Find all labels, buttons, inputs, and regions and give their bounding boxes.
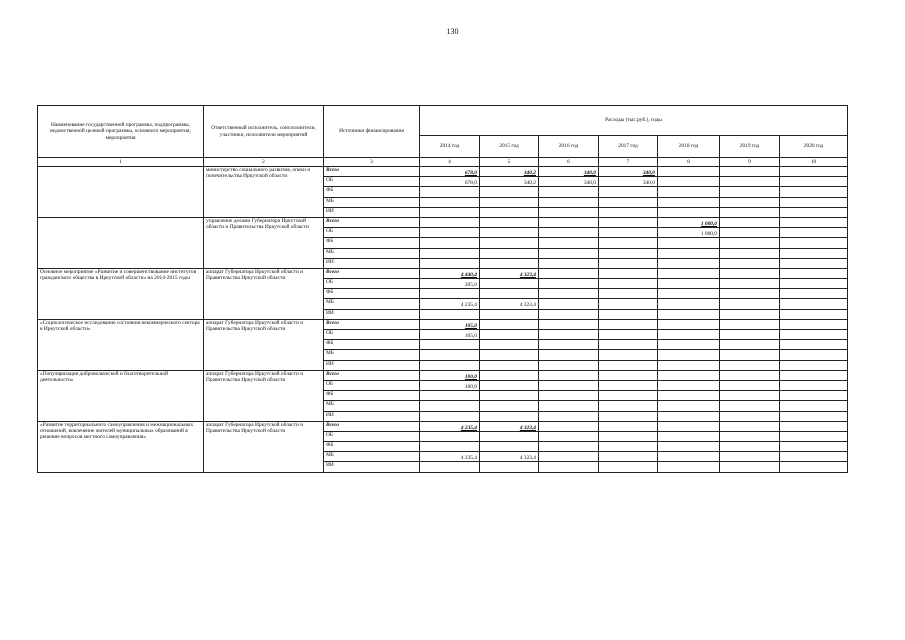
amount-cell bbox=[720, 411, 780, 421]
amount-cell bbox=[599, 309, 658, 319]
amount-cell: 4 440,4 bbox=[420, 268, 480, 278]
amount-cell bbox=[599, 401, 658, 411]
amount-cell bbox=[599, 268, 658, 278]
header-column-number: 3 bbox=[324, 158, 420, 167]
header-year: 2020 год bbox=[780, 136, 848, 158]
amount-cell bbox=[780, 217, 848, 227]
amount-cell bbox=[599, 299, 658, 309]
amount-cell bbox=[658, 319, 720, 329]
amount-cell: 340,0 bbox=[539, 167, 599, 177]
amount-cell bbox=[480, 340, 539, 350]
table-row bbox=[38, 217, 848, 227]
executor-cell: аппарат Губернатора Иркутской области и Правительства Иркутской области bbox=[204, 421, 324, 472]
amount-cell bbox=[658, 462, 720, 472]
amount-cell bbox=[420, 411, 480, 421]
amount-cell bbox=[480, 431, 539, 441]
funding-source-cell: МБ bbox=[324, 248, 420, 258]
amount-cell bbox=[539, 187, 599, 197]
amount-cell bbox=[720, 279, 780, 289]
amount-cell bbox=[780, 268, 848, 278]
amount-cell bbox=[780, 258, 848, 268]
program-name-cell bbox=[38, 217, 204, 268]
amount-cell: 4 323,4 bbox=[480, 421, 539, 431]
header-column-number: 1 bbox=[38, 158, 204, 167]
amount-cell bbox=[780, 279, 848, 289]
amount-cell bbox=[420, 401, 480, 411]
program-name-cell: «Социологическое исследование состояния некоммерческого сектора в Иркутской области» bbox=[38, 319, 204, 370]
budget-table bbox=[37, 105, 848, 473]
amount-cell bbox=[480, 228, 539, 238]
amount-cell bbox=[599, 248, 658, 258]
amount-cell bbox=[720, 177, 780, 187]
amount-cell: 4 323,4 bbox=[480, 268, 539, 278]
header-column-number: 5 bbox=[480, 158, 539, 167]
funding-source-cell: МБ bbox=[324, 299, 420, 309]
amount-cell bbox=[658, 309, 720, 319]
amount-cell bbox=[539, 421, 599, 431]
amount-cell bbox=[720, 187, 780, 197]
amount-cell bbox=[658, 442, 720, 452]
amount-cell bbox=[780, 248, 848, 258]
table-row bbox=[38, 421, 848, 431]
amount-cell bbox=[780, 421, 848, 431]
amount-cell bbox=[539, 330, 599, 340]
amount-cell bbox=[780, 299, 848, 309]
header-funding-source: Источники финансирования bbox=[324, 106, 420, 158]
amount-cell bbox=[539, 442, 599, 452]
amount-cell: 1 000,0 bbox=[658, 228, 720, 238]
funding-source-cell: ОБ bbox=[324, 380, 420, 390]
amount-cell bbox=[780, 319, 848, 329]
amount-cell bbox=[658, 187, 720, 197]
amount-cell bbox=[780, 238, 848, 248]
amount-cell bbox=[780, 177, 848, 187]
funding-source-cell: МБ bbox=[324, 401, 420, 411]
amount-cell bbox=[658, 391, 720, 401]
executor-cell: аппарат Губернатора Иркутской области и Правительства Иркутской области bbox=[204, 268, 324, 319]
amount-cell bbox=[539, 380, 599, 390]
amount-cell bbox=[480, 238, 539, 248]
amount-cell bbox=[539, 340, 599, 350]
funding-source-cell: ФБ bbox=[324, 442, 420, 452]
amount-cell bbox=[599, 350, 658, 360]
funding-source-cell: Всего bbox=[324, 319, 420, 329]
amount-cell bbox=[720, 309, 780, 319]
amount-cell: 205,0 bbox=[420, 279, 480, 289]
amount-cell bbox=[480, 330, 539, 340]
amount-cell: 340,2 bbox=[480, 167, 539, 177]
amount-cell bbox=[658, 401, 720, 411]
amount-cell bbox=[599, 289, 658, 299]
amount-cell bbox=[480, 401, 539, 411]
funding-source-cell: Всего bbox=[324, 421, 420, 431]
amount-cell bbox=[720, 442, 780, 452]
amount-cell bbox=[420, 248, 480, 258]
amount-cell bbox=[720, 360, 780, 370]
amount-cell bbox=[780, 360, 848, 370]
amount-cell bbox=[599, 197, 658, 207]
funding-source-cell: Всего bbox=[324, 167, 420, 177]
amount-cell bbox=[480, 360, 539, 370]
amount-cell bbox=[420, 340, 480, 350]
header-year: 2017 год bbox=[599, 136, 658, 158]
amount-cell bbox=[420, 391, 480, 401]
amount-cell: 4 235,4 bbox=[420, 299, 480, 309]
funding-source-cell: ИИ bbox=[324, 258, 420, 268]
amount-cell bbox=[599, 442, 658, 452]
amount-cell bbox=[720, 207, 780, 217]
amount-cell bbox=[539, 197, 599, 207]
amount-cell bbox=[420, 431, 480, 441]
amount-cell bbox=[420, 197, 480, 207]
amount-cell bbox=[599, 217, 658, 227]
amount-cell bbox=[780, 370, 848, 380]
table-row bbox=[38, 268, 848, 278]
amount-cell bbox=[780, 309, 848, 319]
amount-cell bbox=[720, 431, 780, 441]
amount-cell bbox=[720, 462, 780, 472]
amount-cell bbox=[720, 330, 780, 340]
amount-cell bbox=[480, 207, 539, 217]
funding-source-cell: МБ bbox=[324, 197, 420, 207]
amount-cell bbox=[480, 197, 539, 207]
amount-cell bbox=[480, 319, 539, 329]
amount-cell bbox=[420, 309, 480, 319]
program-name-cell bbox=[38, 167, 204, 218]
amount-cell bbox=[720, 238, 780, 248]
amount-cell bbox=[539, 228, 599, 238]
amount-cell bbox=[658, 177, 720, 187]
funding-source-cell: ОБ bbox=[324, 431, 420, 441]
amount-cell bbox=[780, 350, 848, 360]
amount-cell bbox=[658, 197, 720, 207]
amount-cell bbox=[599, 279, 658, 289]
header-column-number: 6 bbox=[539, 158, 599, 167]
amount-cell bbox=[420, 289, 480, 299]
amount-cell bbox=[658, 167, 720, 177]
amount-cell bbox=[780, 431, 848, 441]
amount-cell bbox=[658, 268, 720, 278]
amount-cell bbox=[720, 401, 780, 411]
amount-cell: 100,0 bbox=[420, 380, 480, 390]
amount-cell bbox=[480, 309, 539, 319]
header-column-number: 4 bbox=[420, 158, 480, 167]
header-year: 2019 год bbox=[720, 136, 780, 158]
amount-cell: 4 323,4 bbox=[480, 452, 539, 462]
amount-cell bbox=[658, 340, 720, 350]
amount-cell: 4 235,4 bbox=[420, 452, 480, 462]
amount-cell bbox=[780, 187, 848, 197]
amount-cell bbox=[480, 187, 539, 197]
funding-source-cell: Всего bbox=[324, 268, 420, 278]
funding-source-cell: ИИ bbox=[324, 207, 420, 217]
amount-cell bbox=[599, 462, 658, 472]
amount-cell bbox=[539, 319, 599, 329]
amount-cell: 105,0 bbox=[420, 330, 480, 340]
amount-cell bbox=[658, 421, 720, 431]
amount-cell bbox=[599, 207, 658, 217]
amount-cell bbox=[420, 350, 480, 360]
amount-cell bbox=[658, 370, 720, 380]
funding-source-cell: ФБ bbox=[324, 391, 420, 401]
amount-cell bbox=[720, 350, 780, 360]
amount-cell bbox=[539, 391, 599, 401]
amount-cell bbox=[539, 360, 599, 370]
amount-cell bbox=[480, 289, 539, 299]
funding-source-cell: ИИ bbox=[324, 360, 420, 370]
amount-cell bbox=[539, 217, 599, 227]
amount-cell bbox=[599, 452, 658, 462]
amount-cell bbox=[420, 238, 480, 248]
amount-cell bbox=[780, 411, 848, 421]
amount-cell: 105,0 bbox=[420, 319, 480, 329]
amount-cell bbox=[658, 380, 720, 390]
executor-cell: управление делами Губернатора Иркутской области и Правительства Иркутской области bbox=[204, 217, 324, 268]
amount-cell bbox=[720, 197, 780, 207]
amount-cell bbox=[720, 258, 780, 268]
amount-cell bbox=[780, 330, 848, 340]
amount-cell bbox=[780, 289, 848, 299]
header-program-name: Наименование государственной программы, подпрограммы, ведомственной целевой программы, основного мероприятия, мероприятия bbox=[38, 106, 204, 158]
funding-source-cell: ОБ bbox=[324, 228, 420, 238]
amount-cell bbox=[658, 299, 720, 309]
funding-source-cell: Всего bbox=[324, 370, 420, 380]
amount-cell bbox=[539, 207, 599, 217]
amount-cell: 340,2 bbox=[480, 177, 539, 187]
amount-cell bbox=[599, 411, 658, 421]
amount-cell bbox=[658, 279, 720, 289]
funding-source-cell: ФБ bbox=[324, 340, 420, 350]
amount-cell bbox=[720, 380, 780, 390]
amount-cell bbox=[780, 228, 848, 238]
amount-cell bbox=[480, 442, 539, 452]
amount-cell bbox=[720, 421, 780, 431]
amount-cell bbox=[720, 319, 780, 329]
funding-source-cell: МБ bbox=[324, 350, 420, 360]
executor-cell: аппарат Губернатора Иркутской области и Правительства Иркутской области bbox=[204, 370, 324, 421]
table-header bbox=[38, 106, 848, 167]
amount-cell bbox=[539, 350, 599, 360]
amount-cell bbox=[420, 187, 480, 197]
header-column-number: 9 bbox=[720, 158, 780, 167]
amount-cell bbox=[658, 350, 720, 360]
header-column-number: 10 bbox=[780, 158, 848, 167]
amount-cell bbox=[539, 248, 599, 258]
amount-cell bbox=[658, 207, 720, 217]
table-row bbox=[38, 319, 848, 329]
amount-cell bbox=[420, 442, 480, 452]
amount-cell bbox=[780, 207, 848, 217]
amount-cell bbox=[720, 167, 780, 177]
amount-cell bbox=[539, 268, 599, 278]
amount-cell bbox=[720, 289, 780, 299]
amount-cell bbox=[480, 350, 539, 360]
amount-cell bbox=[480, 258, 539, 268]
funding-source-cell: МБ bbox=[324, 452, 420, 462]
amount-cell bbox=[658, 411, 720, 421]
amount-cell bbox=[539, 289, 599, 299]
amount-cell bbox=[480, 279, 539, 289]
header-year: 2018 год bbox=[658, 136, 720, 158]
amount-cell bbox=[780, 340, 848, 350]
amount-cell bbox=[599, 431, 658, 441]
amount-cell bbox=[539, 299, 599, 309]
amount-cell: 340,0 bbox=[599, 167, 658, 177]
amount-cell bbox=[599, 330, 658, 340]
amount-cell bbox=[420, 207, 480, 217]
amount-cell: 678,0 bbox=[420, 167, 480, 177]
header-column-number: 8 bbox=[658, 158, 720, 167]
amount-cell bbox=[720, 228, 780, 238]
amount-cell bbox=[539, 258, 599, 268]
amount-cell bbox=[780, 452, 848, 462]
amount-cell bbox=[658, 238, 720, 248]
funding-source-cell: ФБ bbox=[324, 289, 420, 299]
amount-cell bbox=[599, 370, 658, 380]
amount-cell bbox=[780, 391, 848, 401]
amount-cell bbox=[539, 431, 599, 441]
amount-cell: 340,0 bbox=[539, 177, 599, 187]
header-executor: Ответственный исполнитель, соисполнители, участники, исполнители мероприятий bbox=[204, 106, 324, 158]
amount-cell bbox=[720, 391, 780, 401]
amount-cell bbox=[780, 462, 848, 472]
funding-source-cell: ОБ bbox=[324, 330, 420, 340]
funding-source-cell: ОБ bbox=[324, 279, 420, 289]
amount-cell bbox=[420, 462, 480, 472]
amount-cell bbox=[539, 462, 599, 472]
table-row bbox=[38, 370, 848, 380]
funding-source-cell: ОБ bbox=[324, 177, 420, 187]
amount-cell bbox=[480, 248, 539, 258]
amount-cell bbox=[599, 360, 658, 370]
program-name-cell: «Популяризация добровольческой и благотворительной деятельности» bbox=[38, 370, 204, 421]
amount-cell bbox=[658, 289, 720, 299]
amount-cell bbox=[599, 238, 658, 248]
amount-cell bbox=[720, 268, 780, 278]
amount-cell bbox=[420, 258, 480, 268]
amount-cell bbox=[599, 340, 658, 350]
program-name-cell: «Развитие территориального самоуправления и межнациональных отношений, вовлечение жителей муниципальных образований в решение вопросов местного самоуправления» bbox=[38, 421, 204, 472]
header-column-number: 2 bbox=[204, 158, 324, 167]
header-column-number: 7 bbox=[599, 158, 658, 167]
amount-cell bbox=[599, 228, 658, 238]
amount-cell bbox=[658, 360, 720, 370]
amount-cell bbox=[658, 431, 720, 441]
amount-cell bbox=[539, 411, 599, 421]
amount-cell bbox=[480, 462, 539, 472]
header-year: 2016 год bbox=[539, 136, 599, 158]
amount-cell bbox=[780, 442, 848, 452]
amount-cell bbox=[720, 299, 780, 309]
executor-cell: аппарат Губернатора Иркутской области и Правительства Иркутской области bbox=[204, 319, 324, 370]
amount-cell bbox=[658, 452, 720, 462]
amount-cell bbox=[539, 401, 599, 411]
amount-cell: 678,0 bbox=[420, 177, 480, 187]
amount-cell bbox=[480, 391, 539, 401]
amount-cell bbox=[720, 217, 780, 227]
amount-cell bbox=[780, 380, 848, 390]
header-year: 2015 год bbox=[480, 136, 539, 158]
amount-cell bbox=[539, 238, 599, 248]
amount-cell bbox=[539, 370, 599, 380]
amount-cell bbox=[599, 258, 658, 268]
funding-source-cell: ИИ bbox=[324, 462, 420, 472]
amount-cell bbox=[480, 380, 539, 390]
amount-cell bbox=[658, 248, 720, 258]
executor-cell: министерство социального развития, опеки и попечительства Иркутской области bbox=[204, 167, 324, 218]
amount-cell bbox=[780, 401, 848, 411]
amount-cell bbox=[599, 380, 658, 390]
amount-cell bbox=[599, 391, 658, 401]
header-expenses: Расходы (тыс.руб.), годы bbox=[420, 106, 848, 136]
amount-cell bbox=[480, 411, 539, 421]
funding-source-cell: ФБ bbox=[324, 238, 420, 248]
amount-cell bbox=[720, 370, 780, 380]
amount-cell: 4 235,4 bbox=[420, 421, 480, 431]
amount-cell bbox=[780, 167, 848, 177]
amount-cell bbox=[720, 452, 780, 462]
amount-cell bbox=[658, 330, 720, 340]
program-name-cell: Основное мероприятие «Развитие и совершенствование институтов гражданского общества в Иркутской области» на 2014-2015 годы bbox=[38, 268, 204, 319]
amount-cell bbox=[420, 228, 480, 238]
amount-cell bbox=[420, 217, 480, 227]
funding-source-cell: Всего bbox=[324, 217, 420, 227]
amount-cell bbox=[539, 279, 599, 289]
amount-cell bbox=[539, 309, 599, 319]
funding-source-cell: ИИ bbox=[324, 411, 420, 421]
amount-cell bbox=[480, 217, 539, 227]
funding-source-cell: ИИ bbox=[324, 309, 420, 319]
amount-cell bbox=[720, 248, 780, 258]
funding-source-cell: ФБ bbox=[324, 187, 420, 197]
amount-cell: 100,0 bbox=[420, 370, 480, 380]
amount-cell: 340,0 bbox=[599, 177, 658, 187]
amount-cell bbox=[599, 319, 658, 329]
amount-cell bbox=[780, 197, 848, 207]
amount-cell bbox=[599, 187, 658, 197]
table-row bbox=[38, 167, 848, 177]
amount-cell bbox=[420, 360, 480, 370]
page-number: 130 bbox=[446, 27, 459, 36]
amount-cell bbox=[599, 421, 658, 431]
amount-cell: 1 000,0 bbox=[658, 217, 720, 227]
amount-cell bbox=[720, 340, 780, 350]
amount-cell: 4 323,4 bbox=[480, 299, 539, 309]
amount-cell bbox=[658, 258, 720, 268]
amount-cell bbox=[539, 452, 599, 462]
header-year: 2014 год bbox=[420, 136, 480, 158]
amount-cell bbox=[480, 370, 539, 380]
